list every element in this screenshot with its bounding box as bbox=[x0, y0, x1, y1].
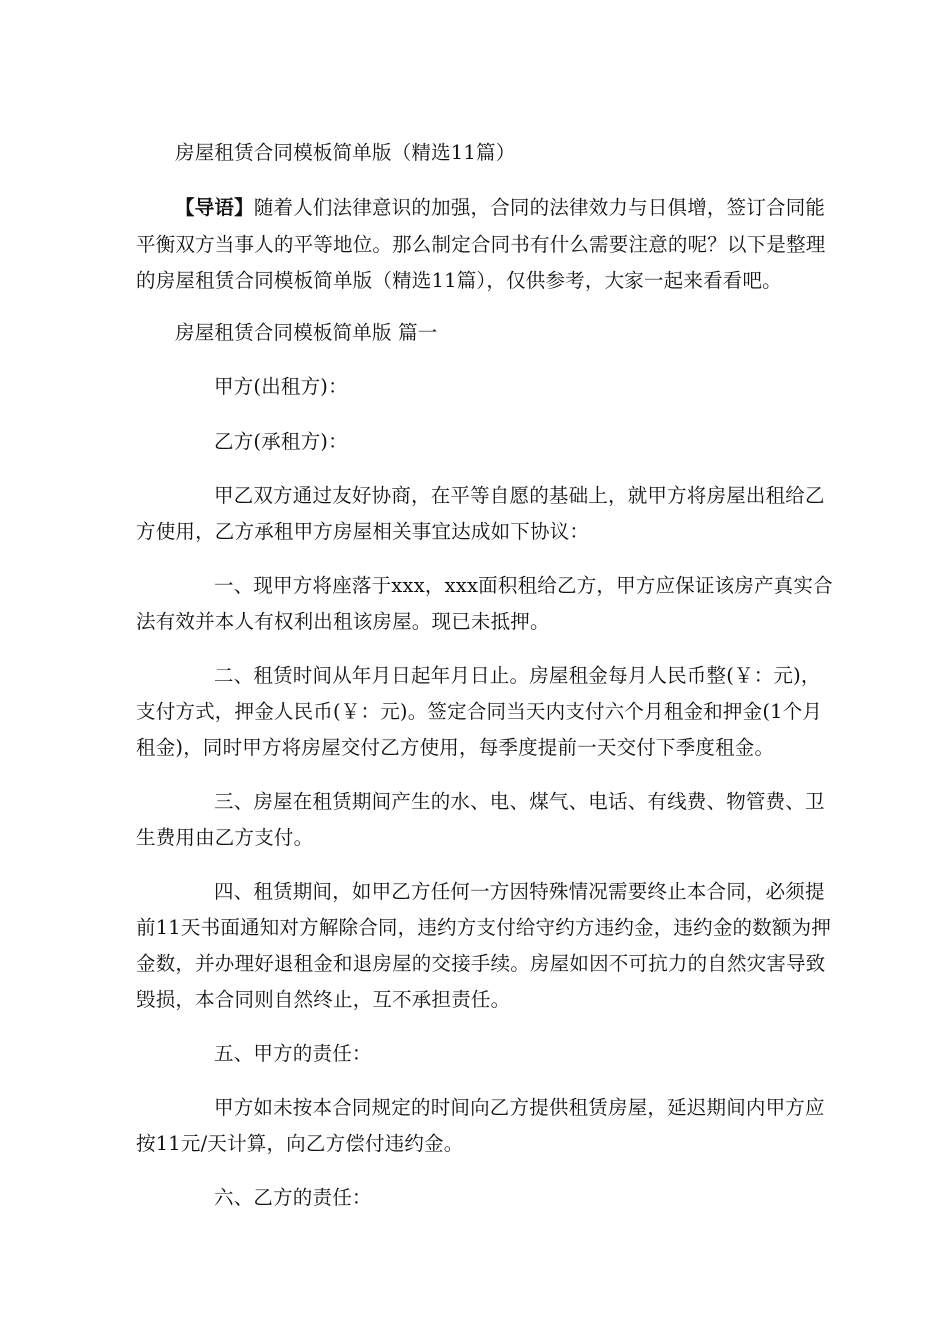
clause-2-line-2: 支付方式，押金人民币(￥：元)。签定合同当天内支付六个月租金和押金(1个月 bbox=[136, 700, 823, 723]
clause-3-line-2: 生费用由乙方支付。 bbox=[136, 826, 314, 849]
clause-4-line-4: 毁损，本合同则自然终止，互不承担责任。 bbox=[136, 988, 511, 1011]
clause-2-line-1: 二、租赁时间从年月日起年月日止。房屋租金每月人民币整(￥：元)， bbox=[214, 664, 821, 687]
clause-3-line-1: 三、房屋在租赁期间产生的水、电、煤气、电话、有线费、物管费、卫 bbox=[214, 790, 825, 813]
preamble-line-2: 方使用，乙方承租甲方房屋相关事宜达成如下协议： bbox=[136, 520, 590, 543]
clause-4-line-3: 金数，并办理好退租金和退房屋的交接手续。房屋如因不可抗力的自然灾害导致 bbox=[136, 952, 826, 975]
section-title: 房屋租赁合同模板简单版 篇一 bbox=[175, 321, 438, 344]
intro-line-2: 平衡双方当事人的平等地位。那么制定合同书有什么需要注意的呢？以下是整理 bbox=[136, 233, 826, 256]
preamble-line-1: 甲乙双方通过友好协商，在平等自愿的基础上，就甲方将房屋出租给乙 bbox=[214, 484, 825, 507]
clause-5-line-1: 甲方如未按本合同规定的时间向乙方提供租赁房屋，延迟期间内甲方应 bbox=[214, 1096, 825, 1119]
clause-2-line-3: 租金)，同时甲方将房屋交付乙方使用，每季度提前一天交付下季度租金。 bbox=[136, 736, 775, 759]
clause-5-line-2: 按11元/天计算，向乙方偿付违约金。 bbox=[136, 1132, 464, 1155]
clause-5-heading: 五、甲方的责任： bbox=[214, 1042, 372, 1065]
intro-text-1: 随着人们法律意识的加强，合同的法律效力与日俱增，签订合同能 bbox=[253, 196, 826, 219]
party-b-label: 乙方(承租方)： bbox=[214, 430, 348, 453]
document-title: 房屋租赁合同模板简单版（精选11篇） bbox=[175, 141, 516, 164]
clause-6-heading: 六、乙方的责任： bbox=[214, 1186, 372, 1209]
clause-1-line-2: 法有效并本人有权利出租该房屋。现已未抵押。 bbox=[136, 610, 550, 633]
clause-4-line-2: 前11天书面通知对方解除合同，违约方支付给守约方违约金，违约金的数额为押 bbox=[136, 916, 832, 939]
party-a-label: 甲方(出租方)： bbox=[214, 375, 348, 398]
intro-label: 【导语】 bbox=[175, 196, 254, 219]
intro-line-1 bbox=[175, 192, 825, 220]
clause-1-line-1: 一、现甲方将座落于xxx，xxx面积租给乙方，甲方应保证该房产真实合 bbox=[214, 574, 833, 597]
clause-4-line-1: 四、租赁期间，如甲乙方任何一方因特殊情况需要终止本合同，必须提 bbox=[214, 880, 825, 903]
intro-line-3: 的房屋租赁合同模板简单版（精选11篇），仅供参考，大家一起来看看吧。 bbox=[136, 269, 782, 292]
